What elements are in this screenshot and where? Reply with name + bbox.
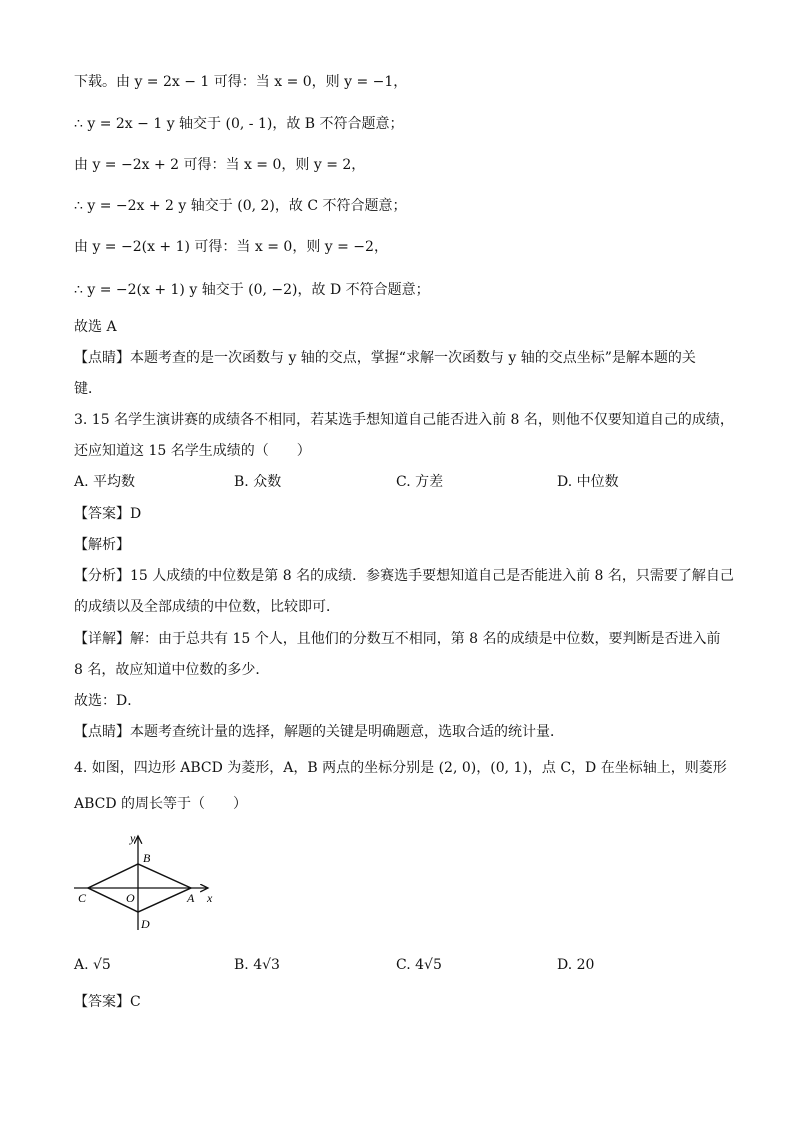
q3-commentary: 【点睛】本题考查统计量的选择，解题的关键是明确题意，选取合适的统计量．	[74, 724, 564, 740]
solution-line-1: 下载。由 y = 2x − 1 可得：当 x = 0，则 y = −1，	[74, 74, 408, 90]
rhombus-figure	[70, 830, 230, 940]
solution-line-6: ∴ y = −2(x + 1) y 轴交于 (0, −2)，故 D 不符合题意；	[74, 282, 430, 298]
question-4-line-2: ABCD 的周长等于（ ）	[74, 796, 248, 812]
label-d: D	[141, 917, 150, 931]
q3-detail-line-2: 8 名，故应知道中位数的多少．	[74, 662, 270, 678]
label-y: y	[130, 831, 136, 845]
label-c: C	[78, 891, 87, 905]
q3-analysis-heading: 【解析】	[74, 537, 130, 553]
label-b: B	[143, 851, 151, 865]
question-4-line-1: 4. 如图，四边形 ABCD 为菱形，A，B 两点的坐标分别是 (2, 0)，(0, 1)，点 C，D 在坐标轴上，则菱形	[74, 760, 727, 776]
q4-option-b: B. 4√3	[234, 957, 280, 973]
q3-answer: 【答案】D	[74, 506, 142, 522]
solution-line-4: ∴ y = −2x + 2 y 轴交于 (0, 2)，故 C 不符合题意；	[74, 198, 407, 214]
q3-option-a: A. 平均数	[74, 474, 136, 490]
q3-option-c: C. 方差	[396, 474, 444, 490]
commentary-line-1: 【点睛】本题考查的是一次函数与 y 轴的交点，掌握“求解一次函数与 y 轴的交点坐标”是解本题的关	[74, 350, 696, 366]
answer-choice-line: 故选 A	[74, 319, 117, 335]
q4-option-d: D. 20	[557, 957, 595, 973]
q4-answer: 【答案】C	[74, 994, 141, 1010]
q4-option-c: C. 4√5	[396, 957, 442, 973]
q3-analysis-line-2: 的成绩以及全部成绩的中位数，比较即可．	[74, 599, 340, 615]
label-a: A	[187, 891, 195, 905]
solution-line-2: ∴ y = 2x − 1 y 轴交于 (0, - 1)，故 B 不符合题意；	[74, 116, 404, 132]
commentary-line-2: 键．	[74, 381, 102, 397]
question-3-line-2: 还应知道这 15 名学生成绩的（ ）	[74, 443, 311, 459]
label-o: O	[126, 891, 135, 905]
label-x: x	[207, 891, 213, 905]
question-3-line-1: 3. 15 名学生演讲赛的成绩各不相同，若某选手想知道自己能否进入前 8 名，则他不仅要知道自己的成绩，	[74, 412, 734, 428]
solution-line-5: 由 y = −2(x + 1) 可得：当 x = 0，则 y = −2，	[74, 239, 388, 255]
q3-choice: 故选：D．	[74, 693, 142, 709]
q3-option-d: D. 中位数	[557, 474, 619, 490]
q4-option-a: A. √5	[74, 957, 111, 973]
q3-detail-line-1: 【详解】解：由于总共有 15 个人，且他们的分数互不相同，第 8 名的成绩是中位数，要判断是否进入前	[74, 631, 721, 647]
q3-analysis-line-1: 【分析】15 人成绩的中位数是第 8 名的成绩．参赛选手要想知道自己是否能进入前 8 名，只需要了解自己	[74, 568, 734, 584]
q3-option-b: B. 众数	[234, 474, 282, 490]
solution-line-3: 由 y = −2x + 2 可得：当 x = 0，则 y = 2，	[74, 157, 366, 173]
